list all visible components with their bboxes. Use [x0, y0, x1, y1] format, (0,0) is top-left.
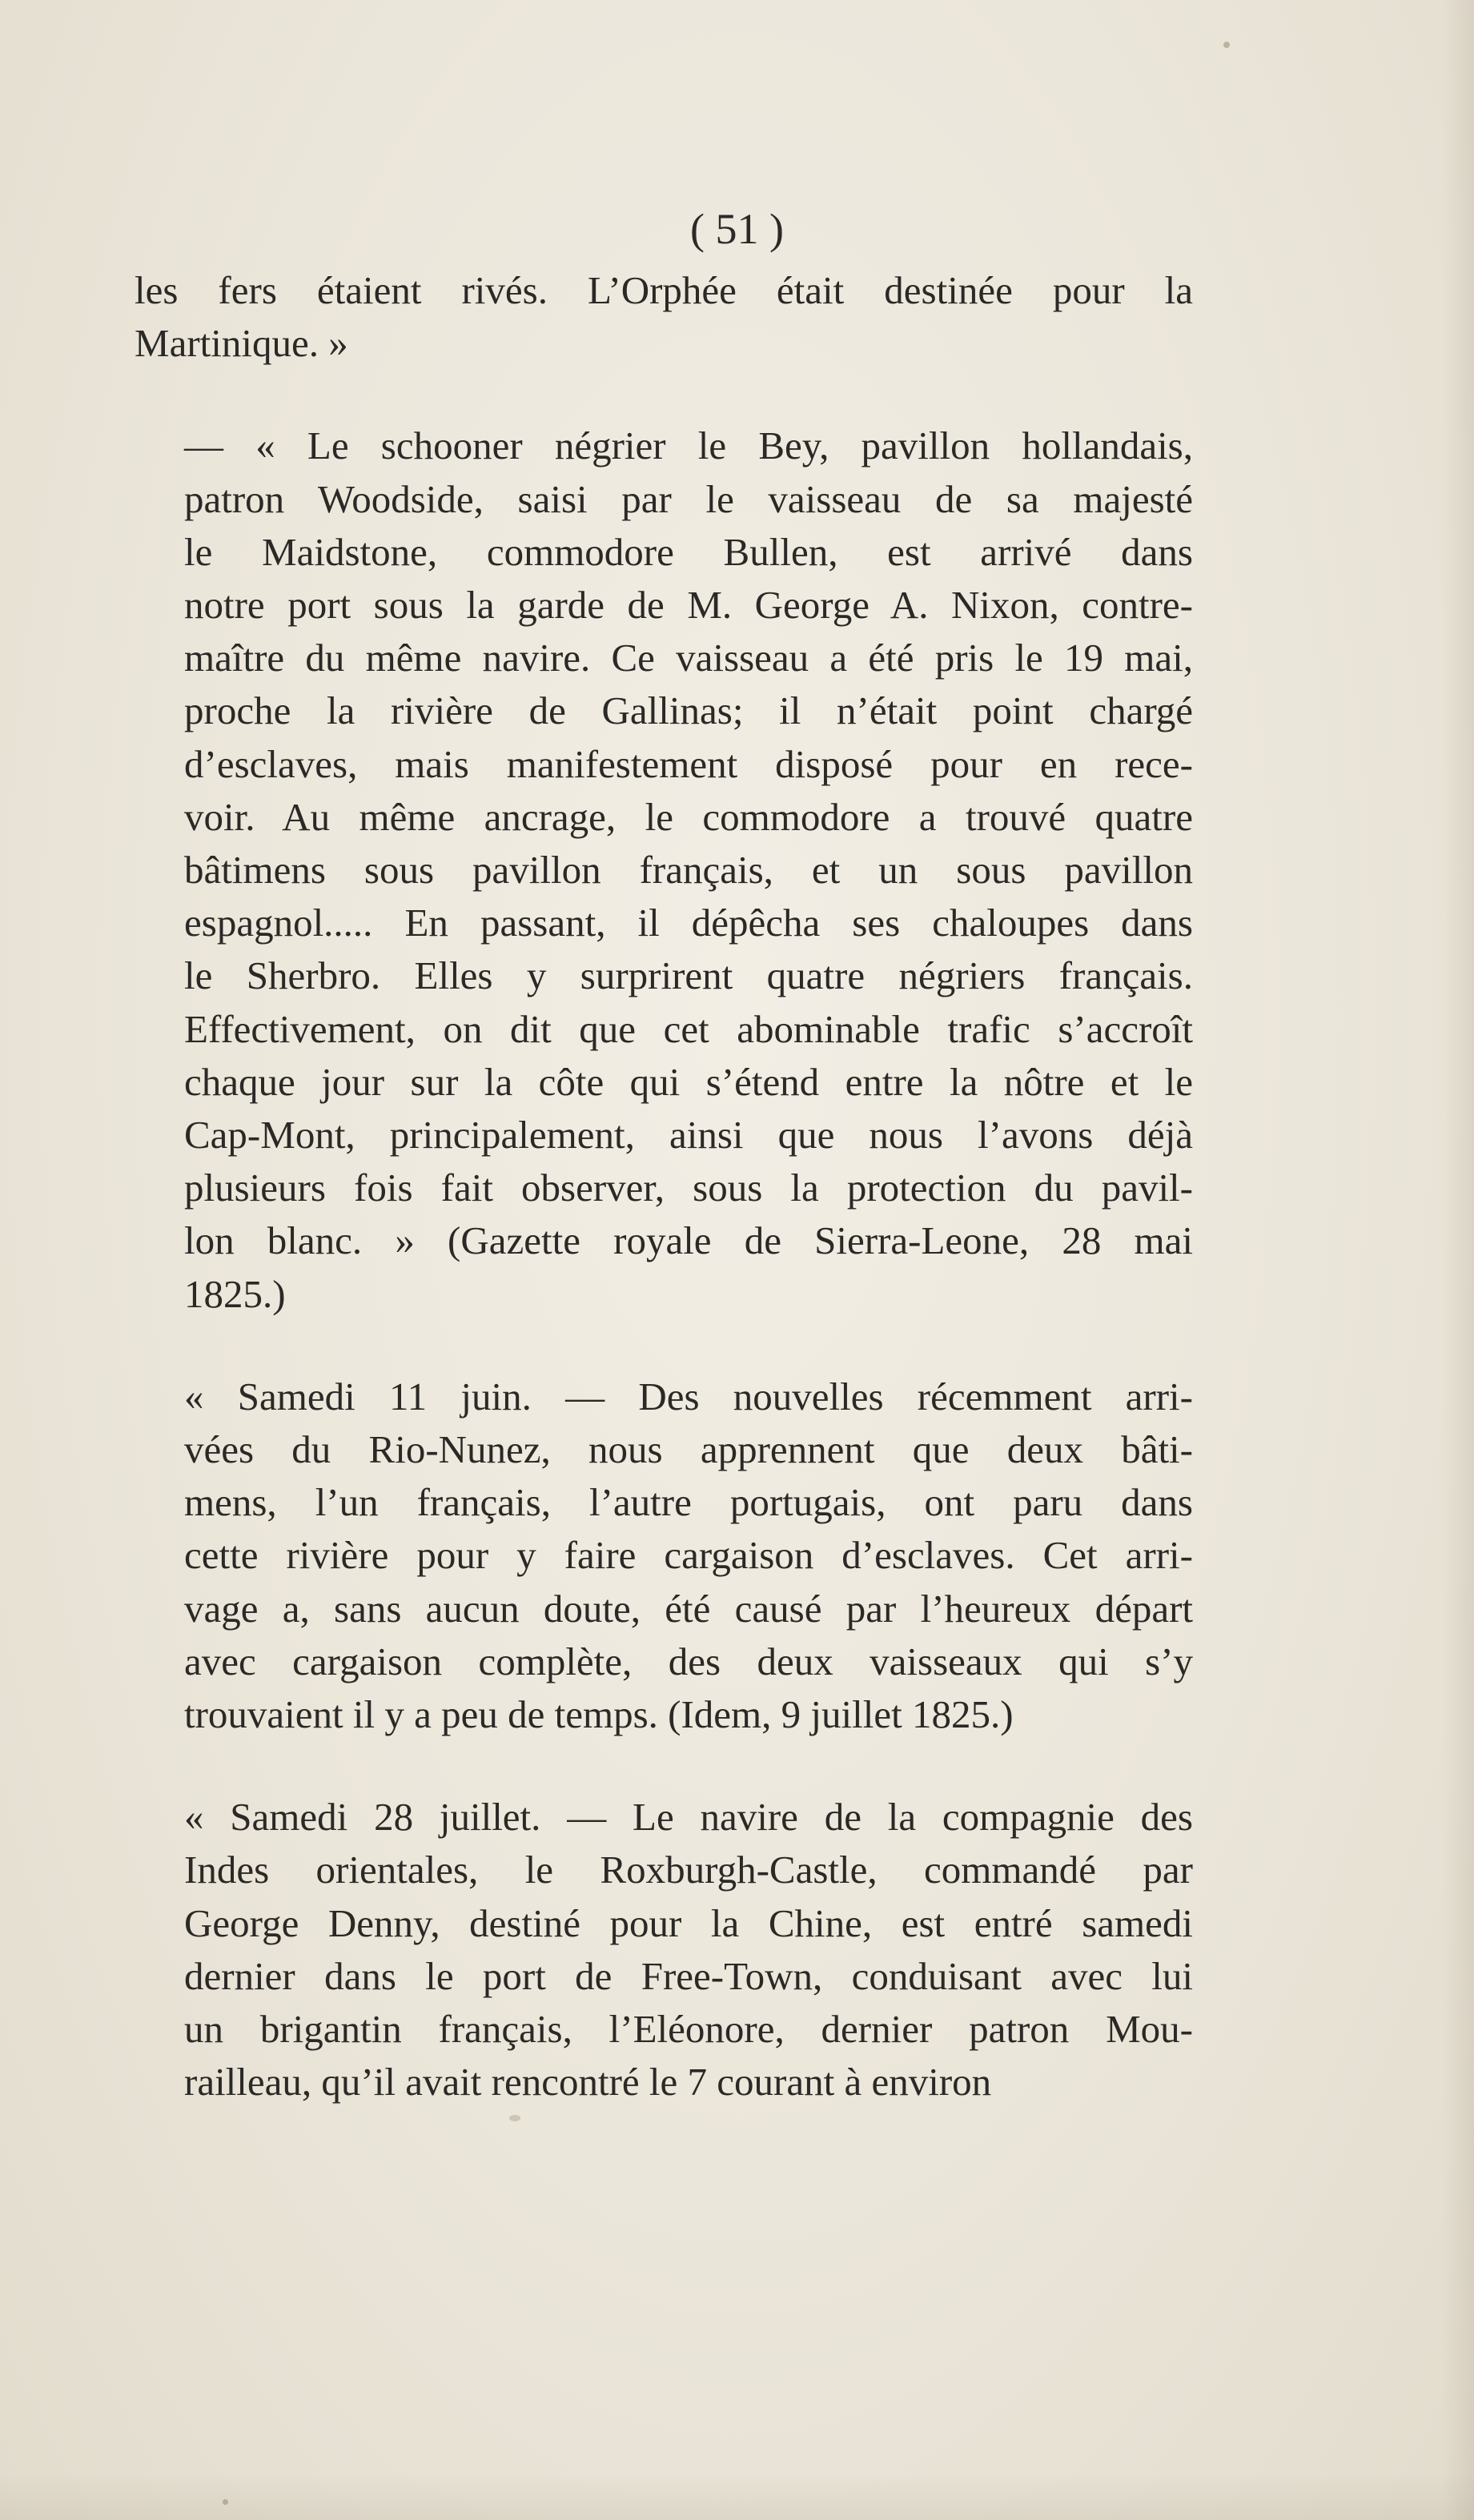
- text-line: lon blanc. » (Gazette royale de Sierra-Leone, 28 mai: [184, 1218, 1193, 1263]
- text-line: chaque jour sur la côte qui s’étend entre la nôtre et le: [184, 1059, 1193, 1104]
- text-line: Cap-Mont, principalement, ainsi que nous l’avons déjà: [184, 1113, 1193, 1158]
- text-line: railleau, qu’il avait rencontré le 7 courant à environ: [184, 2060, 992, 2105]
- text-line: patron Woodside, saisi par le vaisseau de sa majesté: [184, 476, 1193, 521]
- text-line: plusieurs fois fait observer, sous la protection du pavil-: [184, 1166, 1193, 1210]
- paragraph: [135, 264, 1193, 370]
- text-line: George Denny, destiné pour la Chine, est entré samedi: [184, 1900, 1193, 1945]
- text-line: le Sherbro. Elles y surprirent quatre négriers français.: [184, 953, 1193, 998]
- paper-foxing-spot: [509, 2115, 520, 2121]
- paper-foxing-spot: [223, 2499, 228, 2505]
- text-line: cette rivière pour y faire cargaison d’esclaves. Cet arri-: [184, 1533, 1193, 1578]
- text-line: voir. Au même ancrage, le commodore a trouvé quatre: [184, 794, 1193, 839]
- paragraph: [135, 1791, 1193, 2109]
- text-line: 1825.): [184, 1271, 286, 1316]
- text-line: notre port sous la garde de M. George A. Nixon, contre-: [184, 583, 1193, 628]
- text-line: bâtimens sous pavillon français, et un sous pavillon: [184, 848, 1193, 893]
- text-line: Martinique. »: [135, 321, 348, 366]
- text-line: Indes orientales, le Roxburgh-Castle, commandé par: [184, 1848, 1193, 1892]
- text-line: mens, l’un français, l’autre portugais, ont paru dans: [184, 1480, 1193, 1525]
- text-line: vées du Rio-Nunez, nous apprennent que deux bâti-: [184, 1427, 1193, 1472]
- text-line: d’esclaves, mais manifestement disposé pour en rece-: [184, 741, 1193, 786]
- text-line: « Samedi 11 juin. — Des nouvelles récemment arri-: [184, 1374, 1193, 1419]
- text-line: maître du même navire. Ce vaisseau a été pris le 19 mai,: [184, 636, 1193, 680]
- text-line: avec cargaison complète, des deux vaisseaux qui s’y: [184, 1639, 1193, 1683]
- paragraph: [135, 419, 1193, 1320]
- text-line: vage a, sans aucun doute, été causé par l’heureux départ: [184, 1586, 1193, 1631]
- page-bottom-shading: [0, 2472, 1474, 2520]
- text-line: Effectivement, on dit que cet abominable trafic s’accroît: [184, 1006, 1193, 1051]
- body-text: [135, 264, 1193, 2109]
- paper-foxing-spot: [1223, 42, 1230, 48]
- text-line: « Samedi 28 juillet. — Le navire de la compagnie des: [184, 1795, 1193, 1840]
- paragraph: [135, 1370, 1193, 1741]
- paragraph-gap: [135, 1741, 1193, 1791]
- text-line: proche la rivière de Gallinas; il n’était point chargé: [184, 688, 1193, 733]
- text-line: les fers étaient rivés. L’Orphée était destinée pour la: [135, 268, 1193, 312]
- paragraph-gap: [135, 1321, 1193, 1370]
- text-line: dernier dans le port de Free-Town, conduisant avec lui: [184, 1953, 1193, 1998]
- text-line: espagnol..... En passant, il dépêcha ses chaloupes dans: [184, 901, 1193, 945]
- text-line: un brigantin français, l’Eléonore, dernier patron Mou-: [184, 2007, 1193, 2052]
- text-line: le Maidstone, commodore Bullen, est arrivé dans: [184, 529, 1193, 574]
- page-edge-shading: [1442, 0, 1474, 2520]
- text-line: trouvaient il y a peu de temps. (Idem, 9 juillet 1825.): [184, 1692, 1014, 1737]
- text-line: — « Le schooner négrier le Bey, pavillon hollandais,: [184, 423, 1193, 468]
- page-number: ( 51 ): [690, 205, 784, 253]
- paragraph-gap: [135, 370, 1193, 419]
